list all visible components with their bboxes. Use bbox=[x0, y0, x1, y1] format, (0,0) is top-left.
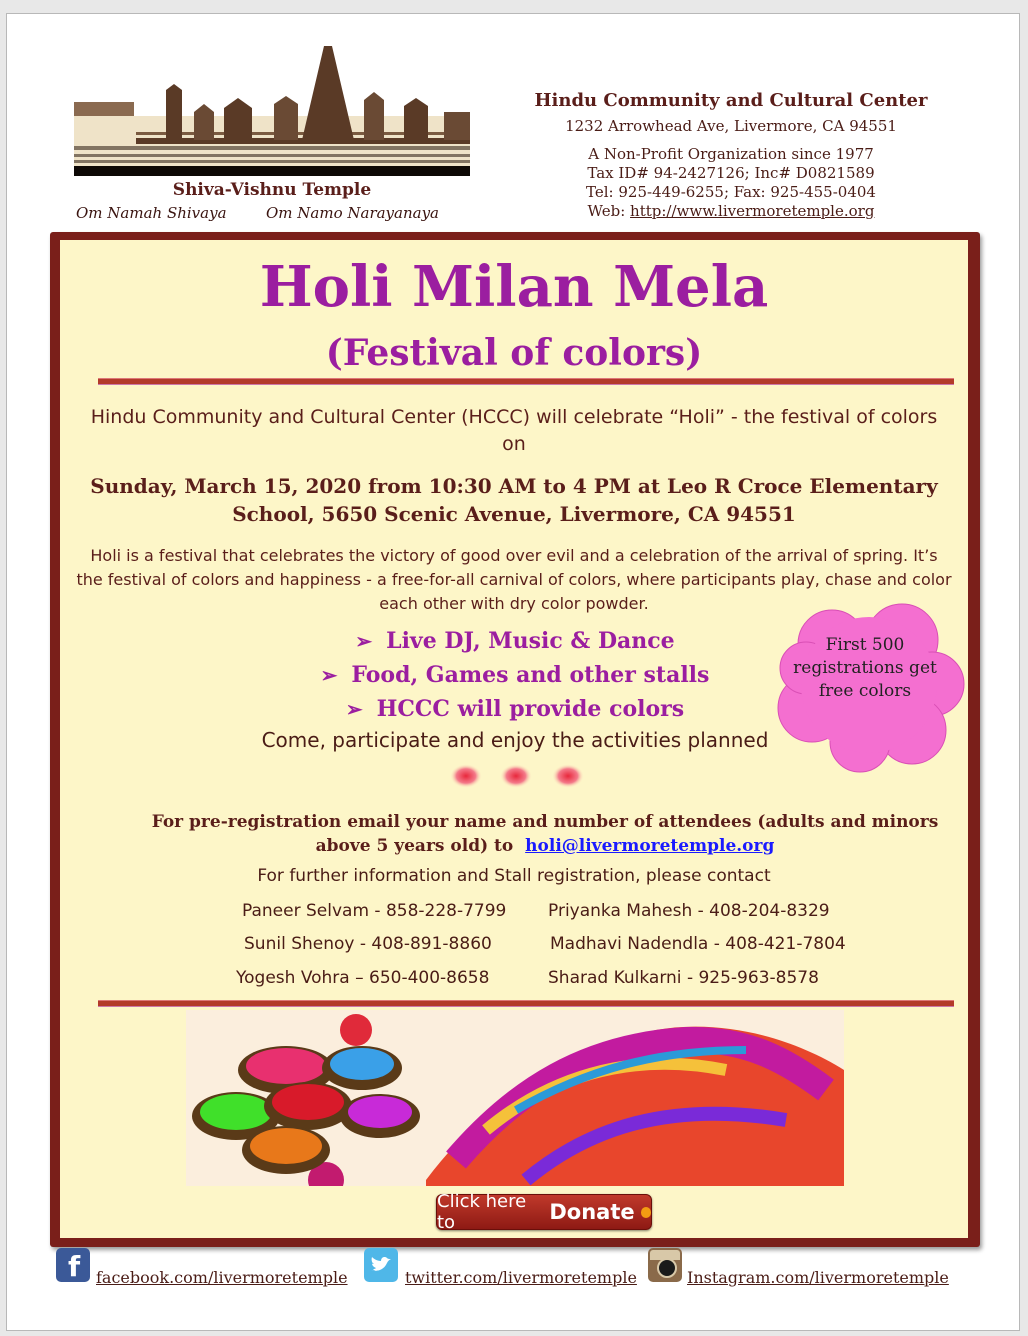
divider-top bbox=[98, 378, 954, 385]
arrow-icon: ➢ bbox=[355, 629, 373, 653]
contact-entry: Paneer Selvam - 858-228-7799 bbox=[242, 901, 507, 921]
event-intro: Hindu Community and Cultural Center (HCCC) will celebrate “Holi” - the festival of colors on bbox=[90, 406, 938, 455]
activity-item: ➢ Live DJ, Music & Dance bbox=[355, 628, 675, 654]
twitter-link[interactable]: twitter.com/livermoretemple bbox=[405, 1268, 637, 1287]
org-address: 1232 Arrowhead Ave, Livermore, CA 94551 bbox=[565, 117, 897, 135]
contact-entry: Sharad Kulkarni - 925-963-8578 bbox=[548, 968, 819, 988]
arrow-right-icon bbox=[641, 1207, 651, 1218]
event-subtitle: (Festival of colors) bbox=[325, 332, 703, 374]
badge-text: First 500 registrations get free colors bbox=[793, 635, 937, 701]
color-dots-decoration bbox=[446, 762, 596, 790]
contact-entry: Sunil Shenoy - 408-891-8860 bbox=[244, 934, 492, 954]
event-description: Holi is a festival that celebrates the victory of good over evil and a celebration of the arrival of spring. It’s the festival of colors and happiness - a free-for-all carnival of colors, where participants play, chase and color each other with dry color powder. bbox=[76, 546, 952, 613]
instagram-link[interactable]: Instagram.com/livermoretemple bbox=[687, 1268, 949, 1287]
temple-illustration bbox=[74, 42, 470, 176]
registration-text: For pre-registration email your name and number of attendees (adults and minors above 5 years old) to holi@livermoretemple.org bbox=[151, 812, 939, 856]
website-link[interactable]: http://www.livermoretemple.org bbox=[630, 202, 875, 220]
phone-line: Tel: 925-449-6255; Fax: 925-455-0404 bbox=[586, 183, 876, 201]
event-when-where: Sunday, March 15, 2020 from 10:30 AM to 4 PM at Leo R Croce Elementary School, 5650 Scenic Avenue, Livermore, CA 94551 bbox=[90, 474, 938, 526]
org-name: Hindu Community and Cultural Center bbox=[534, 90, 928, 111]
donate-button[interactable]: Click here to Donate bbox=[436, 1194, 652, 1230]
temple-name: Shiva-Vishnu Temple bbox=[172, 180, 372, 200]
activity-item: ➢ Food, Games and other stalls bbox=[320, 662, 710, 688]
contact-entry: Priyanka Mahesh - 408-204-8329 bbox=[548, 901, 830, 921]
divider-bottom bbox=[98, 1000, 954, 1007]
further-info: For further information and Stall registration, please contact bbox=[257, 866, 771, 886]
web-line bbox=[500, 202, 962, 221]
facebook-icon[interactable]: f bbox=[56, 1248, 90, 1282]
org-info bbox=[500, 90, 962, 221]
instagram-icon[interactable] bbox=[648, 1248, 682, 1282]
twitter-icon[interactable] bbox=[364, 1248, 398, 1282]
web-label: Web: bbox=[587, 202, 631, 220]
facebook-link[interactable]: facebook.com/livermoretemple bbox=[96, 1268, 348, 1287]
contact-entry: Yogesh Vohra – 650-400-8658 bbox=[236, 968, 490, 988]
arrow-icon: ➢ bbox=[345, 697, 363, 721]
holi-colors-image bbox=[186, 1010, 844, 1186]
tax-line: Tax ID# 94-2427126; Inc# D0821589 bbox=[587, 164, 875, 182]
email-link[interactable]: holi@livermoretemple.org bbox=[525, 836, 775, 856]
event-title: Holi Milan Mela bbox=[259, 254, 769, 320]
nonprofit-line: A Non-Profit Organization since 1977 bbox=[588, 145, 874, 163]
event-invite: Come, participate and enjoy the activities planned bbox=[261, 728, 769, 752]
contact-entry: Madhavi Nadendla - 408-421-7804 bbox=[550, 934, 846, 954]
activity-list bbox=[200, 624, 830, 726]
mantra-narayana: Om Namo Narayanaya bbox=[266, 204, 439, 222]
mantra-shiva: Om Namah Shivaya bbox=[76, 204, 227, 222]
activity-item: ➢ HCCC will provide colors bbox=[345, 696, 685, 722]
arrow-icon: ➢ bbox=[320, 663, 338, 687]
